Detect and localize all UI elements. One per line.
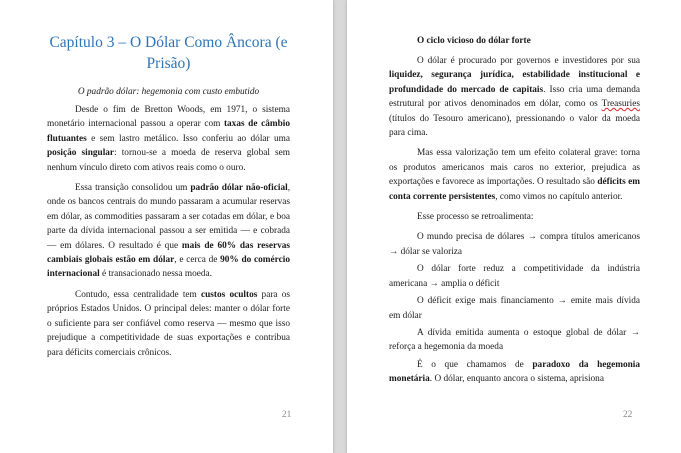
text-run: Essa transição consolidou um [75,183,191,194]
page-left [0,0,333,453]
bold-text: posição singular [47,148,115,159]
text-run: Desde o fim de Bretton Woods, em 1971, o sistema monetário internacional passou a operar com [47,105,290,130]
text-run: , e cerca de [174,255,221,266]
page-right [347,0,681,453]
text-run: e sem lastro metálico. Isso conferiu ao dólar uma [86,133,290,144]
paragraph [47,288,290,360]
text-run: Contudo, essa centralidade tem [75,289,201,300]
text-run: : tornou-se a moeda de reserva global sem nenhum vínculo direto com ativos reais como o ouro. [47,148,290,173]
chapter-title-line1: Capítulo 3 – O Dólar Como Âncora (e [49,34,288,51]
text-run: É o que chamamos de [417,359,533,370]
paragraph [389,54,640,140]
bold-text: padrão dólar não-oficial [190,183,288,194]
paragraph: Esse processo se retroalimenta: [417,212,534,223]
paragraph [47,181,290,282]
bold-text: déficits em conta corrente persistentes [389,177,640,202]
bold-text: 90% do comércio internacional [47,255,290,280]
text-run: , como vimos no capítulo anterior. [495,191,623,202]
page-number: 21 [282,410,292,420]
text-run: (títulos do Tesouro americano), pressionando o valor da moeda para cima. [389,113,640,139]
section-heading: O ciclo vicioso do dólar forte [417,36,531,46]
loop-step: O mundo precisa de dólares → compra títulos americanos → dólar se valoriza [389,232,640,257]
text-run: . Isso cria uma demanda estrutural por ativos denominados em dólar, como os [389,84,640,110]
chapter-title-line2: Prisão) [146,55,191,72]
page-left-content [47,32,290,366]
text-run: , onde os bancos centrais do mundo passaram a acumular reservas em dólar, as commodities passaram a ser cotadas em dólar, e boa parte da dívida internacional passou a ser emitida — e cobrada — em dólares. O resultado é que [47,183,291,251]
text-run: é transacionado nessa moeda. [99,269,212,280]
paragraph [389,358,640,387]
text-run: O dólar é procurado por governos e investidores por sua [417,56,640,66]
text-run: Treasuries [601,99,640,110]
text-run: . O dólar, enquanto ancora o sistema, aprisiona [429,374,604,385]
loop-step: A dívida emitida aumenta o estoque global de dólar → reforça a hegemonia da moeda [389,327,640,353]
text-run: para os próprios Estados Unidos. O principal deles: manter o dólar forte o suficiente para ser confiável como reserva — mesmo que isso prejudique a competitividade de suas exportações e contribua para déficits comerciais crônicos. [47,289,291,358]
section-subtitle: O padrão dólar: hegemonia com custo embutido [77,87,260,97]
text-run: Mas essa valorização tem um efeito colateral grave: torna os produtos americanos mais caros no exterior, prejudica as exportações e favorece as importações. O resultado são [389,148,640,188]
chapter-title [47,32,290,74]
bold-text: custos ocultos [200,289,258,300]
paragraph [389,146,640,204]
page-number: 22 [623,410,633,420]
bold-text: paradoxo da hegemonia monetária [389,359,641,385]
loop-step: O dólar forte reduz a competitividade da indústria americana → amplia o déficit [389,264,640,289]
loop-step: O déficit exige mais financiamento → emite mais dívida em dólar [389,296,640,321]
page-right-content [389,35,640,393]
bold-text: mais de 60% das reservas cambiais globais estão em dólar [47,240,290,266]
paragraph [47,103,290,175]
bold-text: taxas de câmbio flutuantes [47,119,290,144]
bold-text: liquidez, segurança jurídica, estabilidade institucional e profundidade do mercado de capitais [389,70,640,95]
